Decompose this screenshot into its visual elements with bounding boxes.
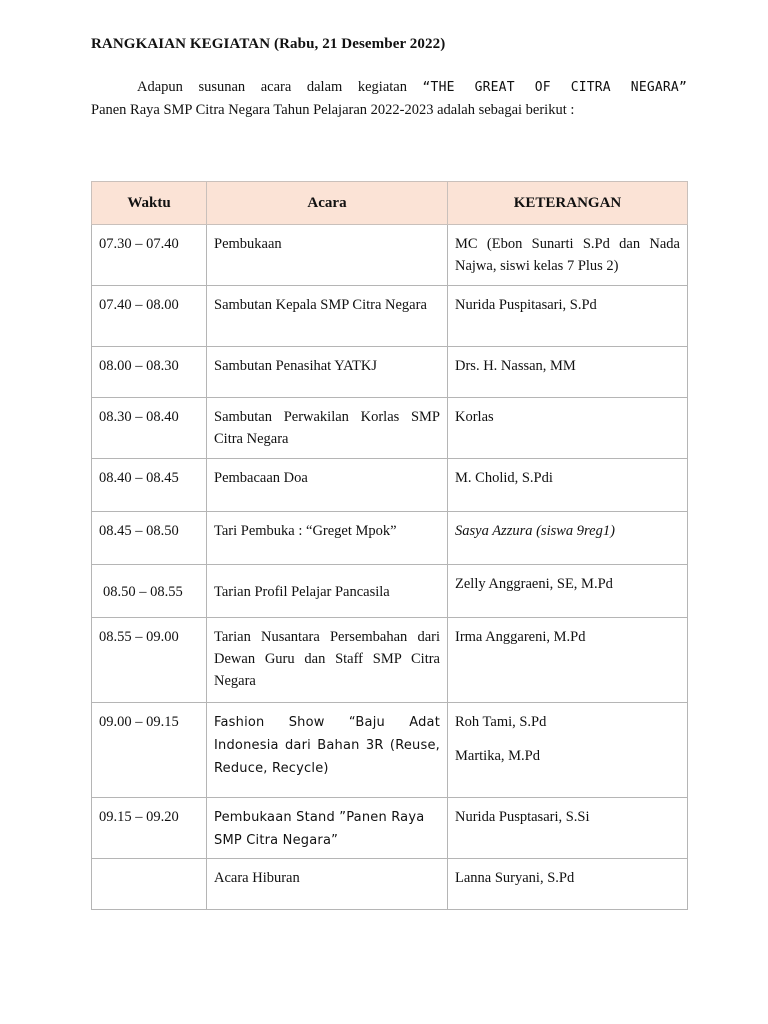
cell-acara: Sambutan Perwakilan Korlas SMP Citra Negara	[207, 398, 448, 459]
cell-waktu: 08.40 – 08.45	[92, 459, 207, 512]
table-row	[92, 618, 688, 703]
cell-acara: Tarian Nusantara Persembahan dari Dewan Guru dan Staff SMP Citra Negara	[207, 618, 448, 703]
cell-acara: Sambutan Kepala SMP Citra Negara	[207, 286, 448, 347]
cell-acara: Sambutan Penasihat YATKJ	[207, 347, 448, 398]
cell-keterangan: Drs. H. Nassan, MM	[448, 347, 688, 398]
cell-keterangan: Nurida Pusptasari, S.Si	[448, 798, 688, 859]
cell-waktu: 08.45 – 08.50	[92, 512, 207, 565]
intro-line-2: Panen Raya SMP Citra Negara Tahun Pelajaran 2022-2023 adalah sebagai berikut :	[91, 102, 575, 118]
table-row	[92, 225, 688, 286]
cell-keterangan: Irma Anggareni, M.Pd	[448, 618, 688, 703]
keterangan-name-1: Roh Tami, S.Pd	[455, 714, 547, 730]
cell-waktu: 08.50 – 08.55	[92, 565, 207, 618]
stand-opening-text: Pembukaan Stand ”Panen Raya SMP Citra Negara”	[214, 810, 425, 848]
table-header-row	[92, 182, 688, 225]
keterangan-name-2: Martika, M.Pd	[455, 748, 540, 764]
cell-acara: Tari Pembuka : “Greget Mpok”	[207, 512, 448, 565]
cell-keterangan: MC (Ebon Sunarti S.Pd dan Nada Najwa, siswi kelas 7 Plus 2)	[448, 225, 688, 286]
table-row	[92, 798, 688, 859]
cell-waktu: 09.15 – 09.20	[92, 798, 207, 859]
event-name: “THE GREAT OF CITRA NEGARA”	[422, 80, 687, 95]
fashion-show-text: Fashion Show “Baju Adat Indonesia dari Bahan 3R (Reuse, Reduce, Recycle)	[214, 715, 440, 776]
intro-text-a: Adapun susunan acara dalam kegiatan	[137, 79, 423, 95]
table-row	[92, 703, 688, 798]
cell-acara: Pembacaan Doa	[207, 459, 448, 512]
cell-acara	[207, 703, 448, 798]
intro-line-1	[91, 76, 687, 99]
cell-keterangan: Sasya Azzura (siswa 9reg1)	[448, 512, 688, 565]
table-row	[92, 347, 688, 398]
table-row	[92, 859, 688, 910]
cell-waktu: 07.30 – 07.40	[92, 225, 207, 286]
cell-keterangan: M. Cholid, S.Pdi	[448, 459, 688, 512]
cell-keterangan: Zelly Anggraeni, SE, M.Pd	[448, 565, 688, 618]
schedule-table	[91, 181, 688, 910]
cell-acara	[207, 798, 448, 859]
table-row	[92, 459, 688, 512]
cell-acara: Tarian Profil Pelajar Pancasila	[207, 565, 448, 618]
cell-waktu: 08.30 – 08.40	[92, 398, 207, 459]
table-row	[92, 565, 688, 618]
table-row	[92, 512, 688, 565]
cell-keterangan	[448, 703, 688, 798]
cell-keterangan: Nurida Puspitasari, S.Pd	[448, 286, 688, 347]
table-row	[92, 286, 688, 347]
page-title: RANGKAIAN KEGIATAN (Rabu, 21 Desember 2022)	[91, 36, 446, 52]
table-row	[92, 398, 688, 459]
cell-waktu	[92, 859, 207, 910]
cell-waktu: 07.40 – 08.00	[92, 286, 207, 347]
cell-waktu: 08.55 – 09.00	[92, 618, 207, 703]
header-acara: Acara	[207, 182, 448, 225]
cell-keterangan: Korlas	[448, 398, 688, 459]
cell-keterangan: Lanna Suryani, S.Pd	[448, 859, 688, 910]
cell-waktu: 09.00 – 09.15	[92, 703, 207, 798]
cell-waktu: 08.00 – 08.30	[92, 347, 207, 398]
intro-paragraph	[91, 76, 687, 122]
header-waktu: Waktu	[92, 182, 207, 225]
header-keterangan: KETERANGAN	[448, 182, 688, 225]
cell-acara: Pembukaan	[207, 225, 448, 286]
cell-acara: Acara Hiburan	[207, 859, 448, 910]
